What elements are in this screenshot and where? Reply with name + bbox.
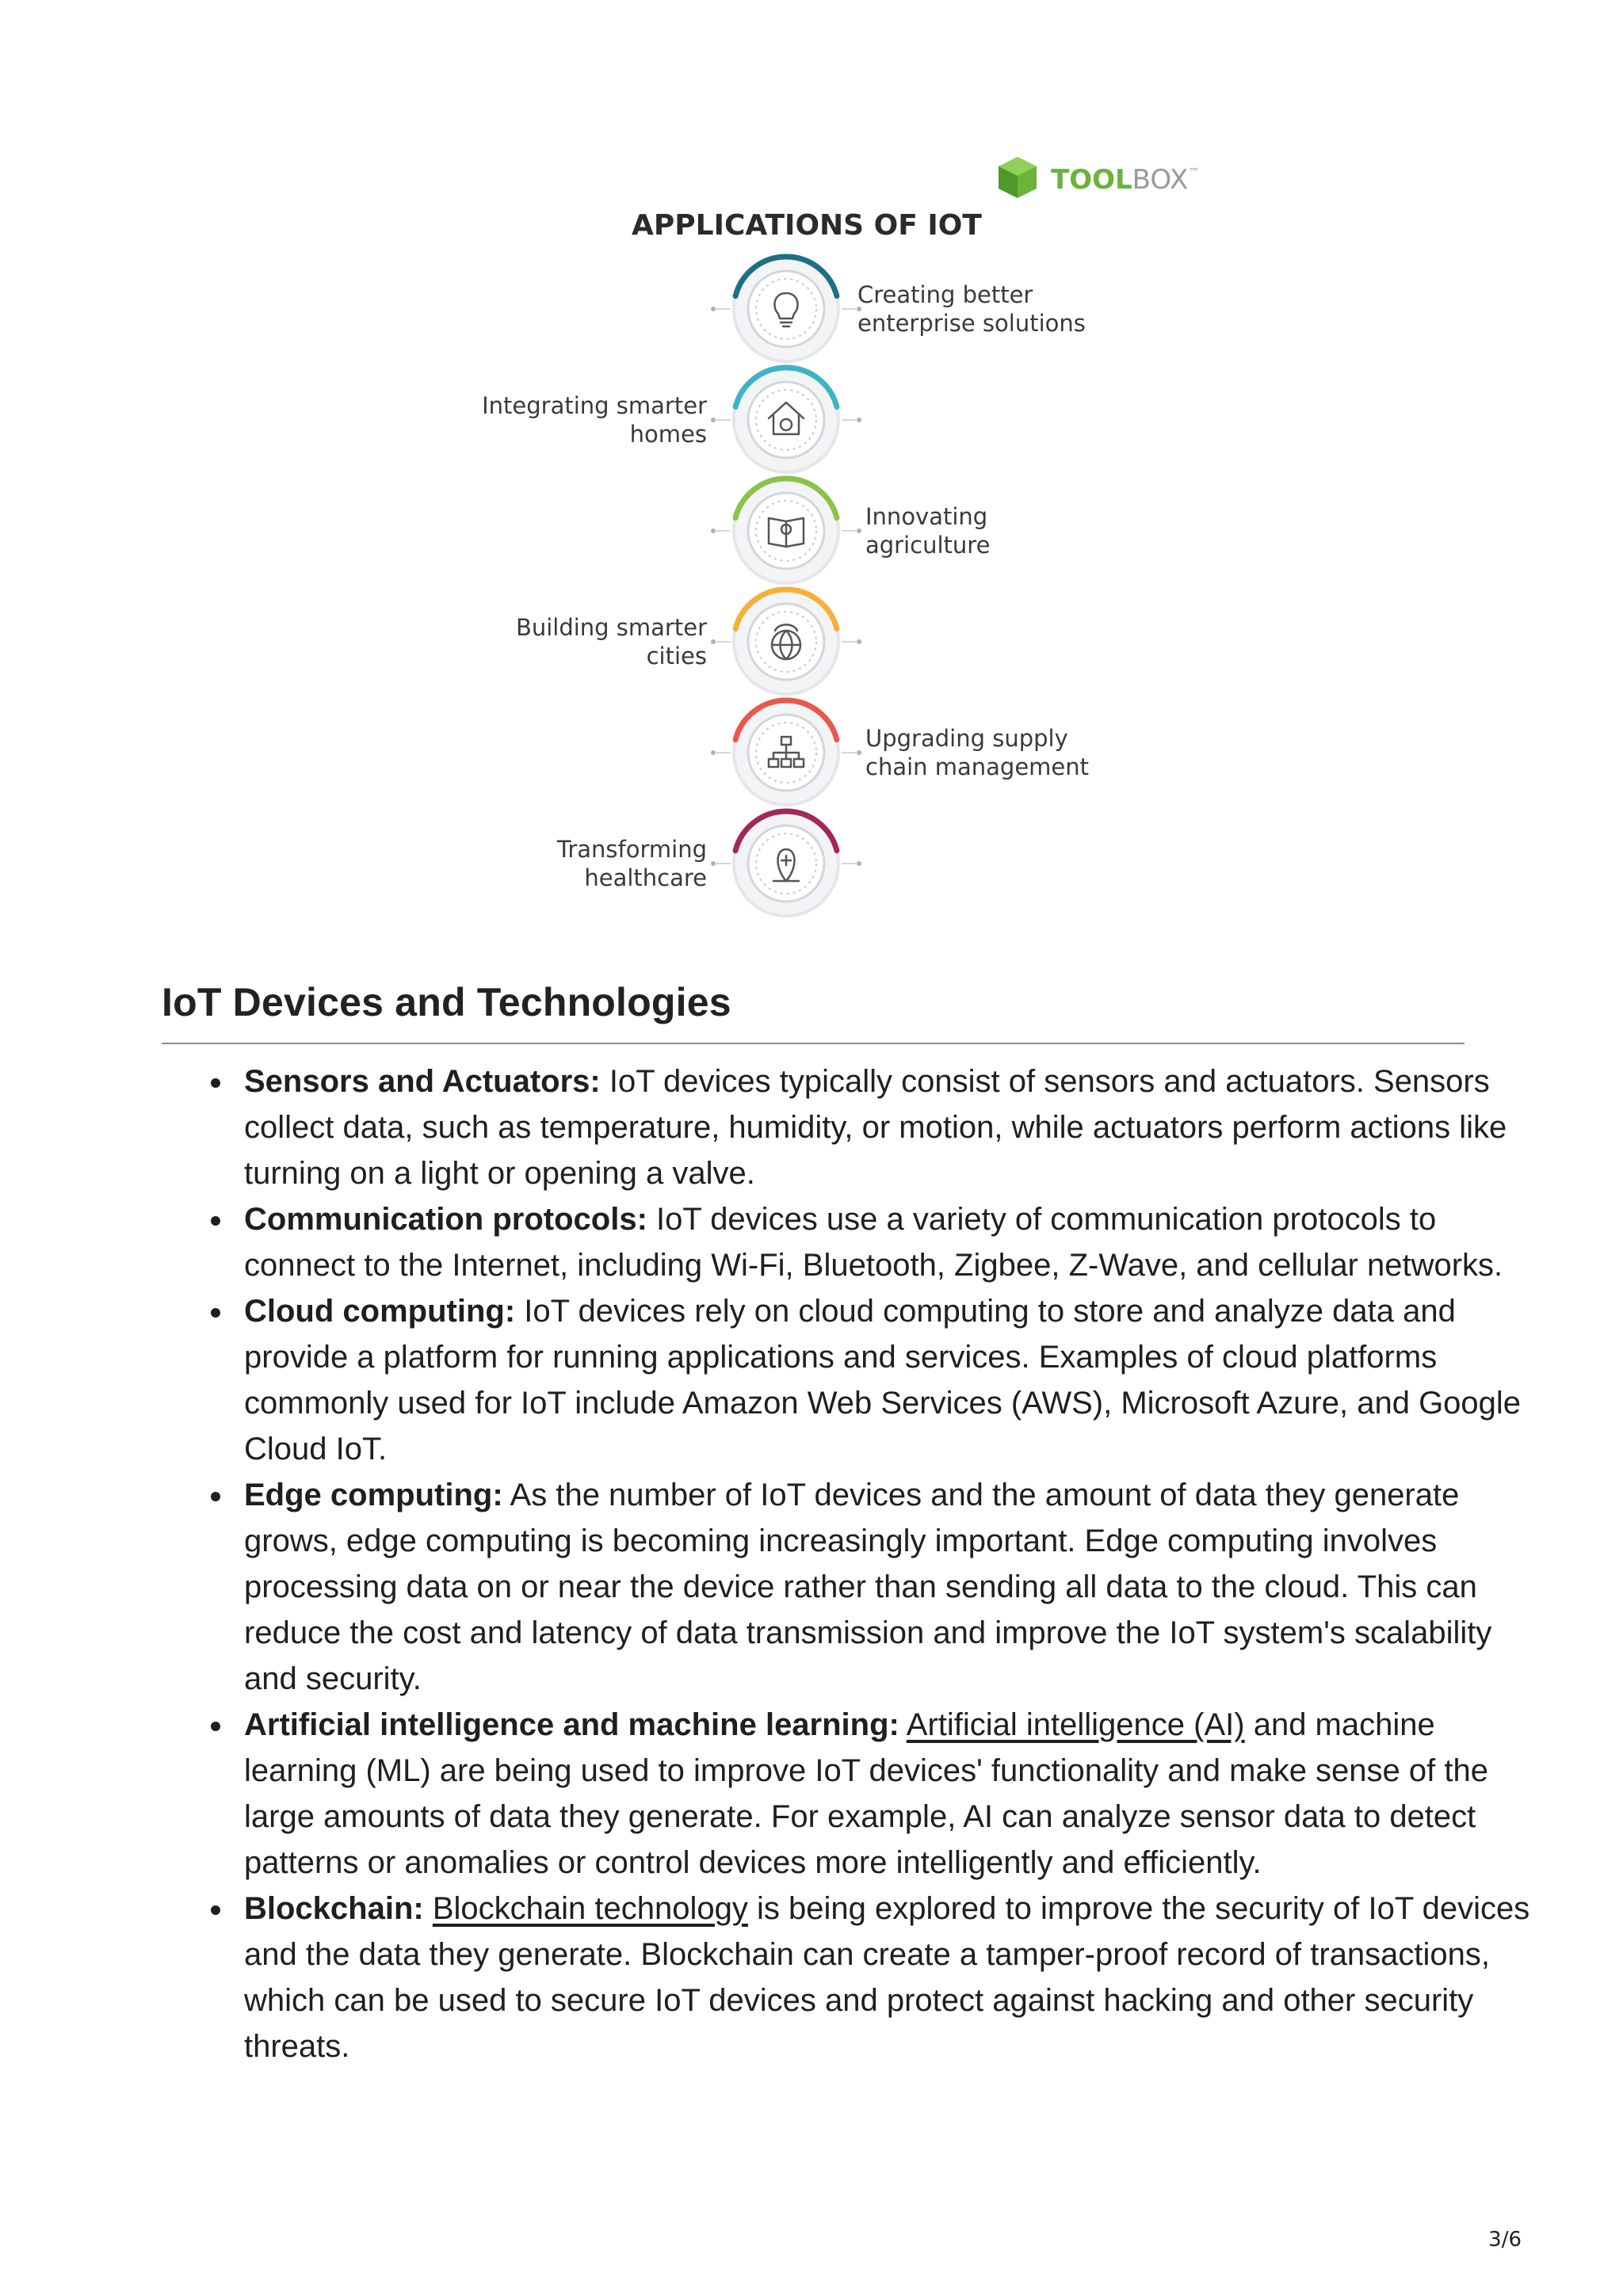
list-item-text: IoT devices use a variety of communication protocols to connect to the Internet, including Wi-Fi, Bluetooth, Zigbee, Z-Wave, and cellular networks. <box>244 1202 1503 1283</box>
application-label: enterprise solutions <box>857 310 1086 337</box>
list-item-term: Blockchain: <box>244 1891 424 1926</box>
list-item-text <box>424 1891 433 1926</box>
toolbox-logo <box>999 157 1199 198</box>
node-inner-circle <box>748 271 824 347</box>
application-node <box>711 368 861 475</box>
list-item-term: Cloud computing: <box>244 1294 516 1329</box>
list-item-text: IoT devices rely on cloud computing to store and analyze data and provide a platform for running applications and services. Examples of cloud platforms commonly used for IoT include Amazon Web Services (AWS), Microsoft Azure, and Google Cloud IoT. <box>244 1294 1522 1466</box>
application-label: Upgrading supply <box>865 725 1068 752</box>
bullet-dot <box>211 1216 220 1226</box>
application-node <box>711 700 861 808</box>
list-item-text: IoT devices typically consist of sensors and actuators. Sensors collect data, such as temperature, humidity, or motion, while actuators perform actions like turning on a light or opening a valve. <box>244 1064 1507 1191</box>
list-item-text-after: is being explored to improve the security of IoT devices and the data they generate. Blockchain can create a tamper-proof record of transactions, which can be used to secure IoT devices and protect against hacking and other security threats. <box>244 1891 1530 2064</box>
inline-link[interactable]: Blockchain technology <box>432 1891 748 1926</box>
inline-link[interactable]: Artificial intelligence (AI) <box>906 1707 1245 1742</box>
application-node <box>711 479 861 586</box>
list-item-term: Edge computing: <box>244 1478 503 1512</box>
list-item-term: Sensors and Actuators: <box>244 1064 601 1099</box>
bullet-dot <box>211 1905 220 1915</box>
list-item-text-after: and machine learning (ML) are being used to improve IoT devices' functionality and make sense of the large amounts of data they generate. For example, AI can analyze sensor data to detect patterns or anomalies or control devices more intelligently and efficiently. <box>244 1707 1488 1880</box>
bullet-dot <box>211 1492 220 1501</box>
bullet-dot <box>211 1078 220 1088</box>
list-item-text: As the number of IoT devices and the amount of data they generate grows, edge computing is becoming increasingly important. Edge computing involves processing data on or near the device rather than sending all data to the cloud. This can reduce the cost and latency of data transmission and improve the IoT system's scalability and security. <box>244 1478 1492 1696</box>
section-divider <box>162 1043 1465 1044</box>
logo-tm: ™ <box>1188 166 1200 179</box>
list-item <box>244 1472 1552 1702</box>
list-item <box>244 1886 1552 2069</box>
logo-text-light: BOX <box>1132 164 1189 196</box>
logo-text-bold: TOOL <box>1051 164 1132 196</box>
applications-of-iot-figure <box>444 143 1205 935</box>
list-item-text <box>899 1707 907 1742</box>
application-label: chain management <box>865 753 1090 780</box>
list-item-term: Artificial intelligence and machine learning: <box>244 1707 899 1742</box>
application-node <box>711 811 861 916</box>
application-label: healthcare <box>584 864 707 891</box>
page-number: 3/6 <box>1488 2228 1522 2252</box>
list-item <box>244 1288 1552 1472</box>
logo-text <box>1051 164 1199 196</box>
figure-title: APPLICATIONS OF IOT <box>632 209 982 242</box>
application-label: Innovating <box>865 503 988 530</box>
node-inner-circle <box>748 604 824 680</box>
bullet-dot <box>211 1722 220 1731</box>
application-label: Creating better <box>857 281 1033 308</box>
list-item-term: Communication protocols: <box>244 1202 647 1237</box>
list-item <box>244 1196 1552 1288</box>
section-title: IoT Devices and Technologies <box>162 980 731 1024</box>
application-label: Integrating smarter <box>482 392 707 419</box>
application-label: Building smarter <box>515 614 707 641</box>
application-label: homes <box>629 421 707 448</box>
list-item <box>244 1702 1552 1886</box>
application-label: agriculture <box>865 532 991 559</box>
list-item <box>244 1058 1552 1196</box>
technology-list <box>162 1058 1552 2069</box>
application-label: Transforming <box>556 836 707 863</box>
application-label: cities <box>646 643 707 669</box>
bullet-dot <box>211 1308 220 1318</box>
application-node <box>711 589 861 697</box>
application-node <box>711 257 861 364</box>
